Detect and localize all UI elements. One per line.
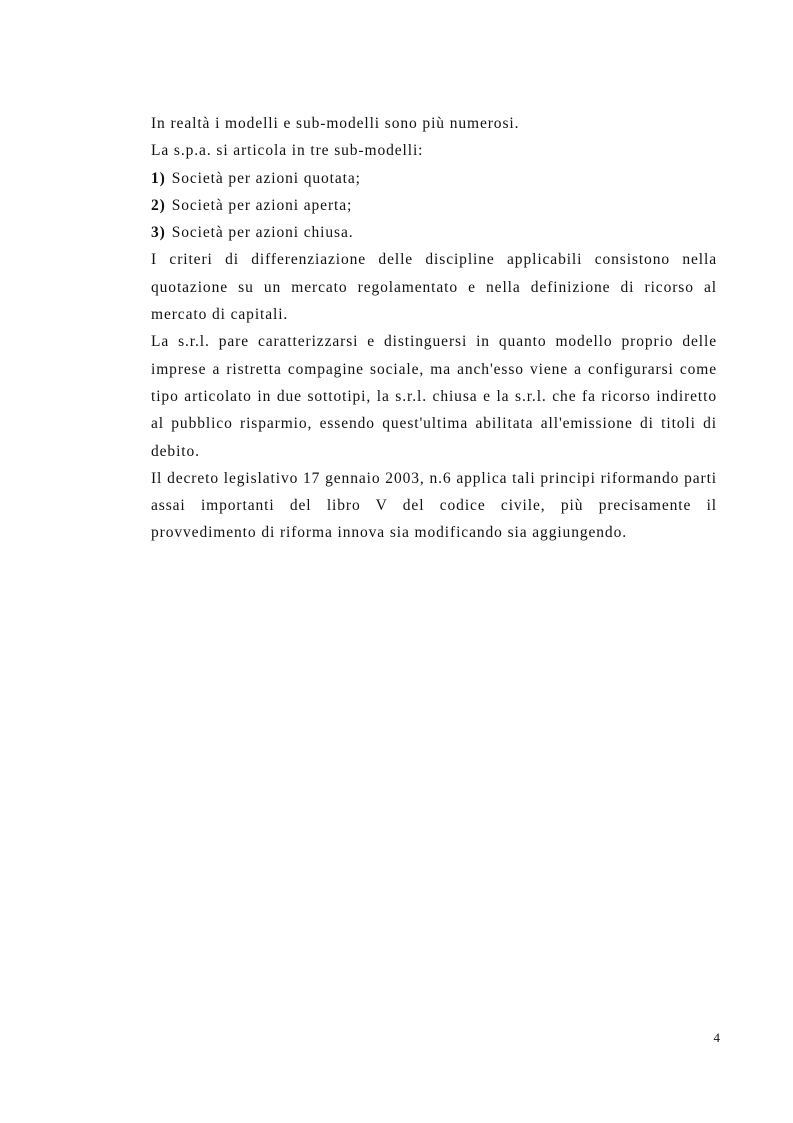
list-item-number: 1) <box>151 169 166 187</box>
list-item <box>151 192 717 219</box>
list-item <box>151 219 717 246</box>
list-item-number: 3) <box>151 224 166 242</box>
paragraph-intro: In realtà i modelli e sub-modelli sono più numerosi. <box>151 115 520 132</box>
paragraph-spa-submodels: La s.p.a. si articola in tre sub-modelli: <box>151 142 424 160</box>
paragraph-srl: La s.r.l. pare caratterizzarsi e distinguersi in quanto modello proprio delle imprese a ristretta compagine sociale, ma anch'esso viene a configurarsi come tipo articolato in due sottotipi, la s.r.l. chiusa e la s.r.l. che fa ricorso indiretto al pubblico risparmio, essendo quest'ultima abilitata all'emissione di titoli di debito. <box>151 333 717 460</box>
list-item-number: 2) <box>151 196 166 214</box>
list-item <box>151 165 717 192</box>
paragraph-decree: Il decreto legislativo 17 gennaio 2003, n.6 applica tali principi riformando parti assai importanti del libro V del codice civile, più precisamente il provvedimento di riforma innova sia modificando sia aggiungendo. <box>151 469 717 542</box>
list-item-text: Società per azioni quotata; <box>171 169 361 187</box>
list-item-text: Società per azioni aperta; <box>171 196 353 214</box>
page-body <box>151 110 717 547</box>
list-item-text: Società per azioni chiusa. <box>171 224 354 242</box>
paragraph-criteria: I criteri di differenziazione delle discipline applicabili consistono nella quotazione su un mercato regolamentato e nella definizione di ricorso al mercato di capitali. <box>151 251 717 324</box>
page-number: 4 <box>713 1030 720 1045</box>
